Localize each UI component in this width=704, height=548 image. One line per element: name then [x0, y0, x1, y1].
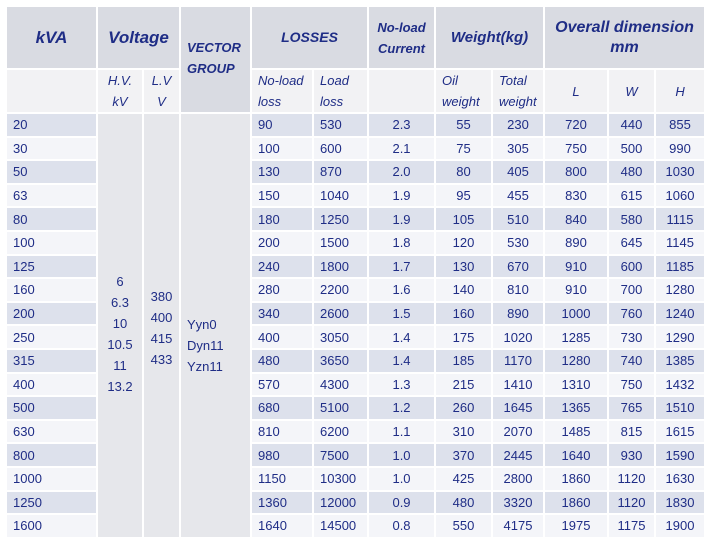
cell-total-weight: 405 — [492, 160, 544, 184]
cell-kva: 250 — [6, 325, 97, 349]
cell-dim-H: 1590 — [655, 443, 704, 467]
cell-noload-current: 1.2 — [368, 396, 435, 420]
cell-noload-current: 1.9 — [368, 184, 435, 208]
cell-kva: 160 — [6, 278, 97, 302]
hv-value: 13.2 — [107, 379, 133, 395]
lv-value: 433 — [150, 352, 173, 368]
cell-total-weight: 2445 — [492, 443, 544, 467]
cell-total-weight: 2070 — [492, 420, 544, 444]
cell-vector-values — [180, 113, 251, 538]
cell-load-loss: 1500 — [313, 231, 368, 255]
cell-dim-L: 720 — [544, 113, 608, 137]
cell-total-weight: 510 — [492, 207, 544, 231]
cell-oil-weight: 215 — [435, 373, 492, 397]
cell-dim-L: 840 — [544, 207, 608, 231]
cell-noload-loss: 200 — [251, 231, 313, 255]
cell-noload-loss: 810 — [251, 420, 313, 444]
header-losses: LOSSES — [251, 6, 368, 69]
cell-oil-weight: 140 — [435, 278, 492, 302]
cell-noload-loss: 980 — [251, 443, 313, 467]
cell-kva: 63 — [6, 184, 97, 208]
cell-noload-loss: 1150 — [251, 467, 313, 491]
cell-dim-L: 830 — [544, 184, 608, 208]
subheader-load-loss: Load loss — [313, 69, 368, 113]
cell-noload-loss: 400 — [251, 325, 313, 349]
cell-dim-H: 1240 — [655, 302, 704, 326]
cell-total-weight: 890 — [492, 302, 544, 326]
cell-load-loss: 12000 — [313, 491, 368, 515]
cell-total-weight: 4175 — [492, 514, 544, 538]
lv-value: 415 — [150, 331, 173, 347]
cell-kva: 315 — [6, 349, 97, 373]
cell-dim-W: 700 — [608, 278, 655, 302]
cell-oil-weight: 95 — [435, 184, 492, 208]
subheader-oil-weight: Oil weight — [435, 69, 492, 113]
cell-oil-weight: 80 — [435, 160, 492, 184]
cell-dim-W: 500 — [608, 137, 655, 161]
cell-noload-loss: 480 — [251, 349, 313, 373]
cell-dim-W: 750 — [608, 373, 655, 397]
cell-noload-loss: 150 — [251, 184, 313, 208]
cell-hv-values — [97, 113, 143, 538]
cell-load-loss: 3650 — [313, 349, 368, 373]
hv-value: 10 — [112, 316, 128, 332]
hv-value: 10.5 — [107, 337, 133, 353]
cell-load-loss: 10300 — [313, 467, 368, 491]
cell-dim-H: 1615 — [655, 420, 704, 444]
cell-load-loss: 1800 — [313, 255, 368, 279]
cell-noload-loss: 180 — [251, 207, 313, 231]
cell-total-weight: 230 — [492, 113, 544, 137]
subheader-current-blank — [368, 69, 435, 113]
vector-value: Yyn0 — [187, 316, 217, 332]
cell-noload-loss: 280 — [251, 278, 313, 302]
cell-noload-loss: 570 — [251, 373, 313, 397]
cell-total-weight: 1020 — [492, 325, 544, 349]
cell-oil-weight: 425 — [435, 467, 492, 491]
cell-kva: 1600 — [6, 514, 97, 538]
cell-kva: 30 — [6, 137, 97, 161]
cell-total-weight: 1170 — [492, 349, 544, 373]
cell-total-weight: 530 — [492, 231, 544, 255]
cell-oil-weight: 185 — [435, 349, 492, 373]
cell-oil-weight: 75 — [435, 137, 492, 161]
cell-kva: 50 — [6, 160, 97, 184]
cell-noload-loss: 680 — [251, 396, 313, 420]
cell-total-weight: 455 — [492, 184, 544, 208]
cell-dim-L: 1280 — [544, 349, 608, 373]
cell-dim-W: 760 — [608, 302, 655, 326]
cell-dim-L: 1860 — [544, 467, 608, 491]
cell-kva: 100 — [6, 231, 97, 255]
header-vector-group: VECTOR GROUP — [180, 6, 251, 113]
cell-dim-W: 930 — [608, 443, 655, 467]
cell-kva: 20 — [6, 113, 97, 137]
subheader-total-weight: Total weight — [492, 69, 544, 113]
cell-dim-H: 1030 — [655, 160, 704, 184]
cell-noload-current: 1.8 — [368, 231, 435, 255]
cell-oil-weight: 480 — [435, 491, 492, 515]
cell-dim-W: 480 — [608, 160, 655, 184]
cell-oil-weight: 55 — [435, 113, 492, 137]
cell-kva: 630 — [6, 420, 97, 444]
cell-noload-current: 1.6 — [368, 278, 435, 302]
cell-noload-current: 1.0 — [368, 443, 435, 467]
cell-oil-weight: 370 — [435, 443, 492, 467]
cell-total-weight: 670 — [492, 255, 544, 279]
cell-kva: 80 — [6, 207, 97, 231]
table-row — [6, 113, 704, 137]
cell-total-weight: 1410 — [492, 373, 544, 397]
cell-oil-weight: 260 — [435, 396, 492, 420]
cell-oil-weight: 160 — [435, 302, 492, 326]
cell-noload-loss: 1360 — [251, 491, 313, 515]
cell-dim-W: 580 — [608, 207, 655, 231]
subheader-H: H — [655, 69, 704, 113]
subheader-W: W — [608, 69, 655, 113]
cell-total-weight: 305 — [492, 137, 544, 161]
cell-kva: 1000 — [6, 467, 97, 491]
cell-dim-H: 1280 — [655, 278, 704, 302]
cell-kva: 1250 — [6, 491, 97, 515]
cell-noload-current: 1.7 — [368, 255, 435, 279]
cell-load-loss: 1040 — [313, 184, 368, 208]
cell-dim-H: 1060 — [655, 184, 704, 208]
lv-value: 400 — [150, 310, 173, 326]
cell-noload-current: 2.0 — [368, 160, 435, 184]
cell-oil-weight: 120 — [435, 231, 492, 255]
cell-dim-L: 1860 — [544, 491, 608, 515]
cell-noload-loss: 240 — [251, 255, 313, 279]
cell-dim-W: 645 — [608, 231, 655, 255]
cell-noload-loss: 1640 — [251, 514, 313, 538]
cell-dim-L: 1485 — [544, 420, 608, 444]
cell-dim-W: 1120 — [608, 467, 655, 491]
vector-value: Yzn11 — [187, 358, 223, 374]
cell-kva: 400 — [6, 373, 97, 397]
spec-table — [5, 5, 704, 539]
cell-load-loss: 3050 — [313, 325, 368, 349]
cell-dim-L: 1975 — [544, 514, 608, 538]
cell-load-loss: 2200 — [313, 278, 368, 302]
cell-noload-current: 1.1 — [368, 420, 435, 444]
cell-load-loss: 7500 — [313, 443, 368, 467]
cell-noload-current: 2.3 — [368, 113, 435, 137]
cell-dim-H: 1290 — [655, 325, 704, 349]
cell-total-weight: 2800 — [492, 467, 544, 491]
cell-dim-H: 1630 — [655, 467, 704, 491]
cell-load-loss: 530 — [313, 113, 368, 137]
cell-dim-L: 750 — [544, 137, 608, 161]
cell-noload-current: 1.9 — [368, 207, 435, 231]
cell-dim-H: 1145 — [655, 231, 704, 255]
vector-value: Dyn11 — [187, 337, 224, 353]
subheader-kva-blank — [6, 69, 97, 113]
header-overall-dimension: Overall dimension mm — [544, 6, 704, 69]
cell-lv-values — [143, 113, 180, 538]
subheader-noload-loss: No-load loss — [251, 69, 313, 113]
cell-noload-loss: 90 — [251, 113, 313, 137]
cell-kva: 800 — [6, 443, 97, 467]
cell-load-loss: 5100 — [313, 396, 368, 420]
cell-dim-H: 1830 — [655, 491, 704, 515]
cell-load-loss: 4300 — [313, 373, 368, 397]
cell-dim-W: 440 — [608, 113, 655, 137]
cell-dim-H: 1385 — [655, 349, 704, 373]
cell-dim-L: 1000 — [544, 302, 608, 326]
cell-noload-loss: 340 — [251, 302, 313, 326]
cell-oil-weight: 550 — [435, 514, 492, 538]
cell-dim-H: 1115 — [655, 207, 704, 231]
header-voltage: Voltage — [97, 6, 180, 69]
cell-dim-W: 615 — [608, 184, 655, 208]
cell-total-weight: 810 — [492, 278, 544, 302]
cell-dim-H: 1900 — [655, 514, 704, 538]
cell-noload-current: 1.0 — [368, 467, 435, 491]
cell-load-loss: 1250 — [313, 207, 368, 231]
cell-dim-L: 800 — [544, 160, 608, 184]
cell-noload-loss: 130 — [251, 160, 313, 184]
cell-dim-W: 730 — [608, 325, 655, 349]
cell-oil-weight: 310 — [435, 420, 492, 444]
subheader-hv: H.V. kV — [97, 69, 143, 113]
cell-dim-L: 1285 — [544, 325, 608, 349]
cell-dim-W: 600 — [608, 255, 655, 279]
cell-noload-loss: 100 — [251, 137, 313, 161]
hv-value: 6.3 — [110, 295, 130, 311]
cell-dim-L: 910 — [544, 255, 608, 279]
cell-load-loss: 600 — [313, 137, 368, 161]
cell-dim-W: 1120 — [608, 491, 655, 515]
cell-dim-H: 855 — [655, 113, 704, 137]
cell-oil-weight: 175 — [435, 325, 492, 349]
cell-dim-W: 765 — [608, 396, 655, 420]
cell-dim-W: 740 — [608, 349, 655, 373]
subheader-lv: L.V V — [143, 69, 180, 113]
cell-dim-H: 990 — [655, 137, 704, 161]
hv-value: 11 — [113, 358, 127, 374]
cell-dim-L: 1365 — [544, 396, 608, 420]
hv-value: 6 — [116, 274, 124, 290]
cell-dim-H: 1432 — [655, 373, 704, 397]
cell-total-weight: 1645 — [492, 396, 544, 420]
cell-noload-current: 0.9 — [368, 491, 435, 515]
lv-value: 380 — [150, 289, 173, 305]
cell-dim-H: 1510 — [655, 396, 704, 420]
subheader-L: L — [544, 69, 608, 113]
cell-noload-current: 0.8 — [368, 514, 435, 538]
cell-kva: 125 — [6, 255, 97, 279]
cell-dim-H: 1185 — [655, 255, 704, 279]
cell-kva: 500 — [6, 396, 97, 420]
cell-oil-weight: 130 — [435, 255, 492, 279]
cell-noload-current: 1.4 — [368, 325, 435, 349]
cell-dim-L: 910 — [544, 278, 608, 302]
cell-noload-current: 2.1 — [368, 137, 435, 161]
cell-dim-W: 1175 — [608, 514, 655, 538]
header-kva: kVA — [6, 6, 97, 69]
cell-dim-W: 815 — [608, 420, 655, 444]
cell-noload-current: 1.3 — [368, 373, 435, 397]
cell-noload-current: 1.5 — [368, 302, 435, 326]
cell-noload-current: 1.4 — [368, 349, 435, 373]
cell-dim-L: 890 — [544, 231, 608, 255]
cell-load-loss: 870 — [313, 160, 368, 184]
cell-load-loss: 6200 — [313, 420, 368, 444]
cell-total-weight: 3320 — [492, 491, 544, 515]
cell-dim-L: 1640 — [544, 443, 608, 467]
cell-load-loss: 2600 — [313, 302, 368, 326]
cell-kva: 200 — [6, 302, 97, 326]
header-noload-current: No-load Current — [368, 6, 435, 69]
table-body — [6, 113, 704, 538]
cell-load-loss: 14500 — [313, 514, 368, 538]
header-weight: Weight(kg) — [435, 6, 544, 69]
cell-dim-L: 1310 — [544, 373, 608, 397]
footnote-cut — [6, 538, 696, 548]
cell-oil-weight: 105 — [435, 207, 492, 231]
